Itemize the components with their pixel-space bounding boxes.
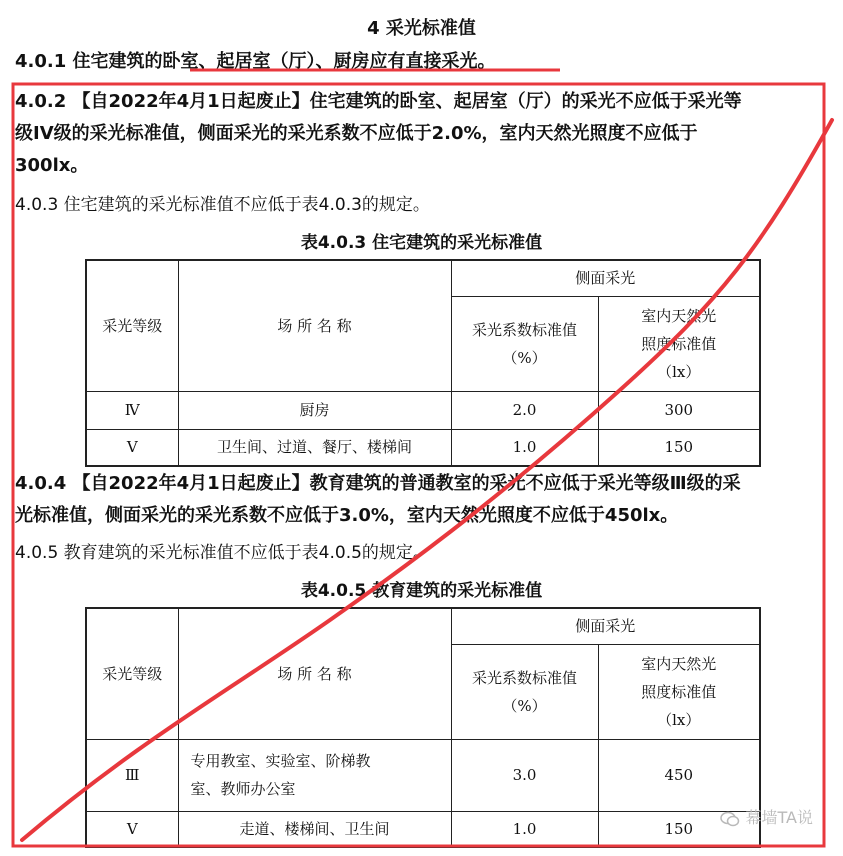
cell-place-line1: 专用教室、实验室、阶梯教 [190, 752, 371, 770]
clause-4-0-4-line1: 4.0.4 【自2022年4月1日起废止】教育建筑的普通教室的采光不应低于采光等级Ⅲ级的采 [15, 473, 741, 494]
clause-4-0-2-line1: 4.0.2 【自2022年4月1日起废止】住宅建筑的卧室、起居室（厅）的采光不应低于采光等 [15, 91, 742, 112]
clause-4-0-4 [15, 470, 830, 530]
clause-4-0-1: 4.0.1 住宅建筑的卧室、起居室（厅）、厨房应有直接采光。 [15, 51, 496, 72]
th-coef [451, 296, 598, 391]
clause-4-0-2 [15, 88, 830, 180]
cell-level: Ⅲ [86, 739, 178, 811]
table-row [86, 811, 760, 847]
th-illum [598, 296, 760, 391]
cell-level: Ⅴ [86, 811, 178, 847]
clause-4-0-5: 4.0.5 教育建筑的采光标准值不应低于表4.0.5的规定。 [15, 543, 430, 563]
th-illum-line3: （lx） [657, 710, 701, 729]
clause-4-0-2-line3: 300lx。 [15, 155, 89, 176]
table-4-0-5-caption: 表4.0.5 教育建筑的采光标准值 [300, 581, 543, 601]
table-4-0-3 [85, 259, 761, 467]
watermark-text: 幕墙TA说 [745, 808, 813, 827]
cell-level: Ⅳ [86, 391, 178, 429]
th-side-lighting: 侧面采光 [451, 260, 760, 296]
cell-coef: 2.0 [451, 391, 598, 429]
th-level: 采光等级 [86, 260, 178, 391]
clause-4-0-2-line2: 级IV级的采光标准值，侧面采光的采光系数不应低于2.0%，室内天然光照度不应低于 [15, 123, 698, 144]
watermark [720, 805, 813, 828]
cell-coef: 1.0 [451, 429, 598, 466]
cell-place: 走道、楼梯间、卫生间 [178, 811, 451, 847]
table-row [86, 739, 760, 811]
cell-illum: 150 [598, 811, 760, 847]
cell-level: Ⅴ [86, 429, 178, 466]
cell-coef: 1.0 [451, 811, 598, 847]
th-side-lighting: 侧面采光 [451, 608, 760, 644]
th-place: 场 所 名 称 [178, 608, 451, 739]
th-coef-line1: 采光系数标准值 [471, 320, 577, 339]
cell-illum: 300 [598, 391, 760, 429]
table-4-0-5 [85, 607, 761, 848]
wechat-icon [720, 811, 740, 827]
table-row [86, 429, 760, 466]
table-row [86, 391, 760, 429]
cell-place [178, 739, 451, 811]
th-illum [598, 644, 760, 739]
th-level: 采光等级 [86, 608, 178, 739]
th-coef-line1: 采光系数标准值 [471, 668, 577, 687]
th-illum-line1: 室内天然光 [641, 306, 717, 325]
cell-illum: 450 [598, 739, 760, 811]
table-4-0-3-caption: 表4.0.3 住宅建筑的采光标准值 [300, 233, 543, 253]
th-coef-line2: （%） [502, 348, 547, 367]
clause-4-0-3: 4.0.3 住宅建筑的采光标准值不应低于表4.0.3的规定。 [15, 195, 430, 215]
cell-coef: 3.0 [451, 739, 598, 811]
cell-illum: 150 [598, 429, 760, 466]
th-coef [451, 644, 598, 739]
th-illum-line1: 室内天然光 [641, 654, 717, 673]
th-illum-line3: （lx） [657, 362, 701, 381]
th-illum-line2: 照度标准值 [641, 682, 717, 701]
th-place: 场 所 名 称 [178, 260, 451, 391]
cell-place: 厨房 [178, 391, 451, 429]
cell-place-line2: 室、教师办公室 [190, 780, 296, 798]
cell-place: 卫生间、过道、餐厅、楼梯间 [178, 429, 451, 466]
th-coef-line2: （%） [502, 696, 547, 715]
clause-4-0-4-line2: 光标准值，侧面采光的采光系数不应低于3.0%，室内天然光照度不应低于450lx。 [15, 505, 679, 526]
chapter-title: 4 采光标准值 [367, 18, 476, 39]
th-illum-line2: 照度标准值 [641, 334, 717, 353]
